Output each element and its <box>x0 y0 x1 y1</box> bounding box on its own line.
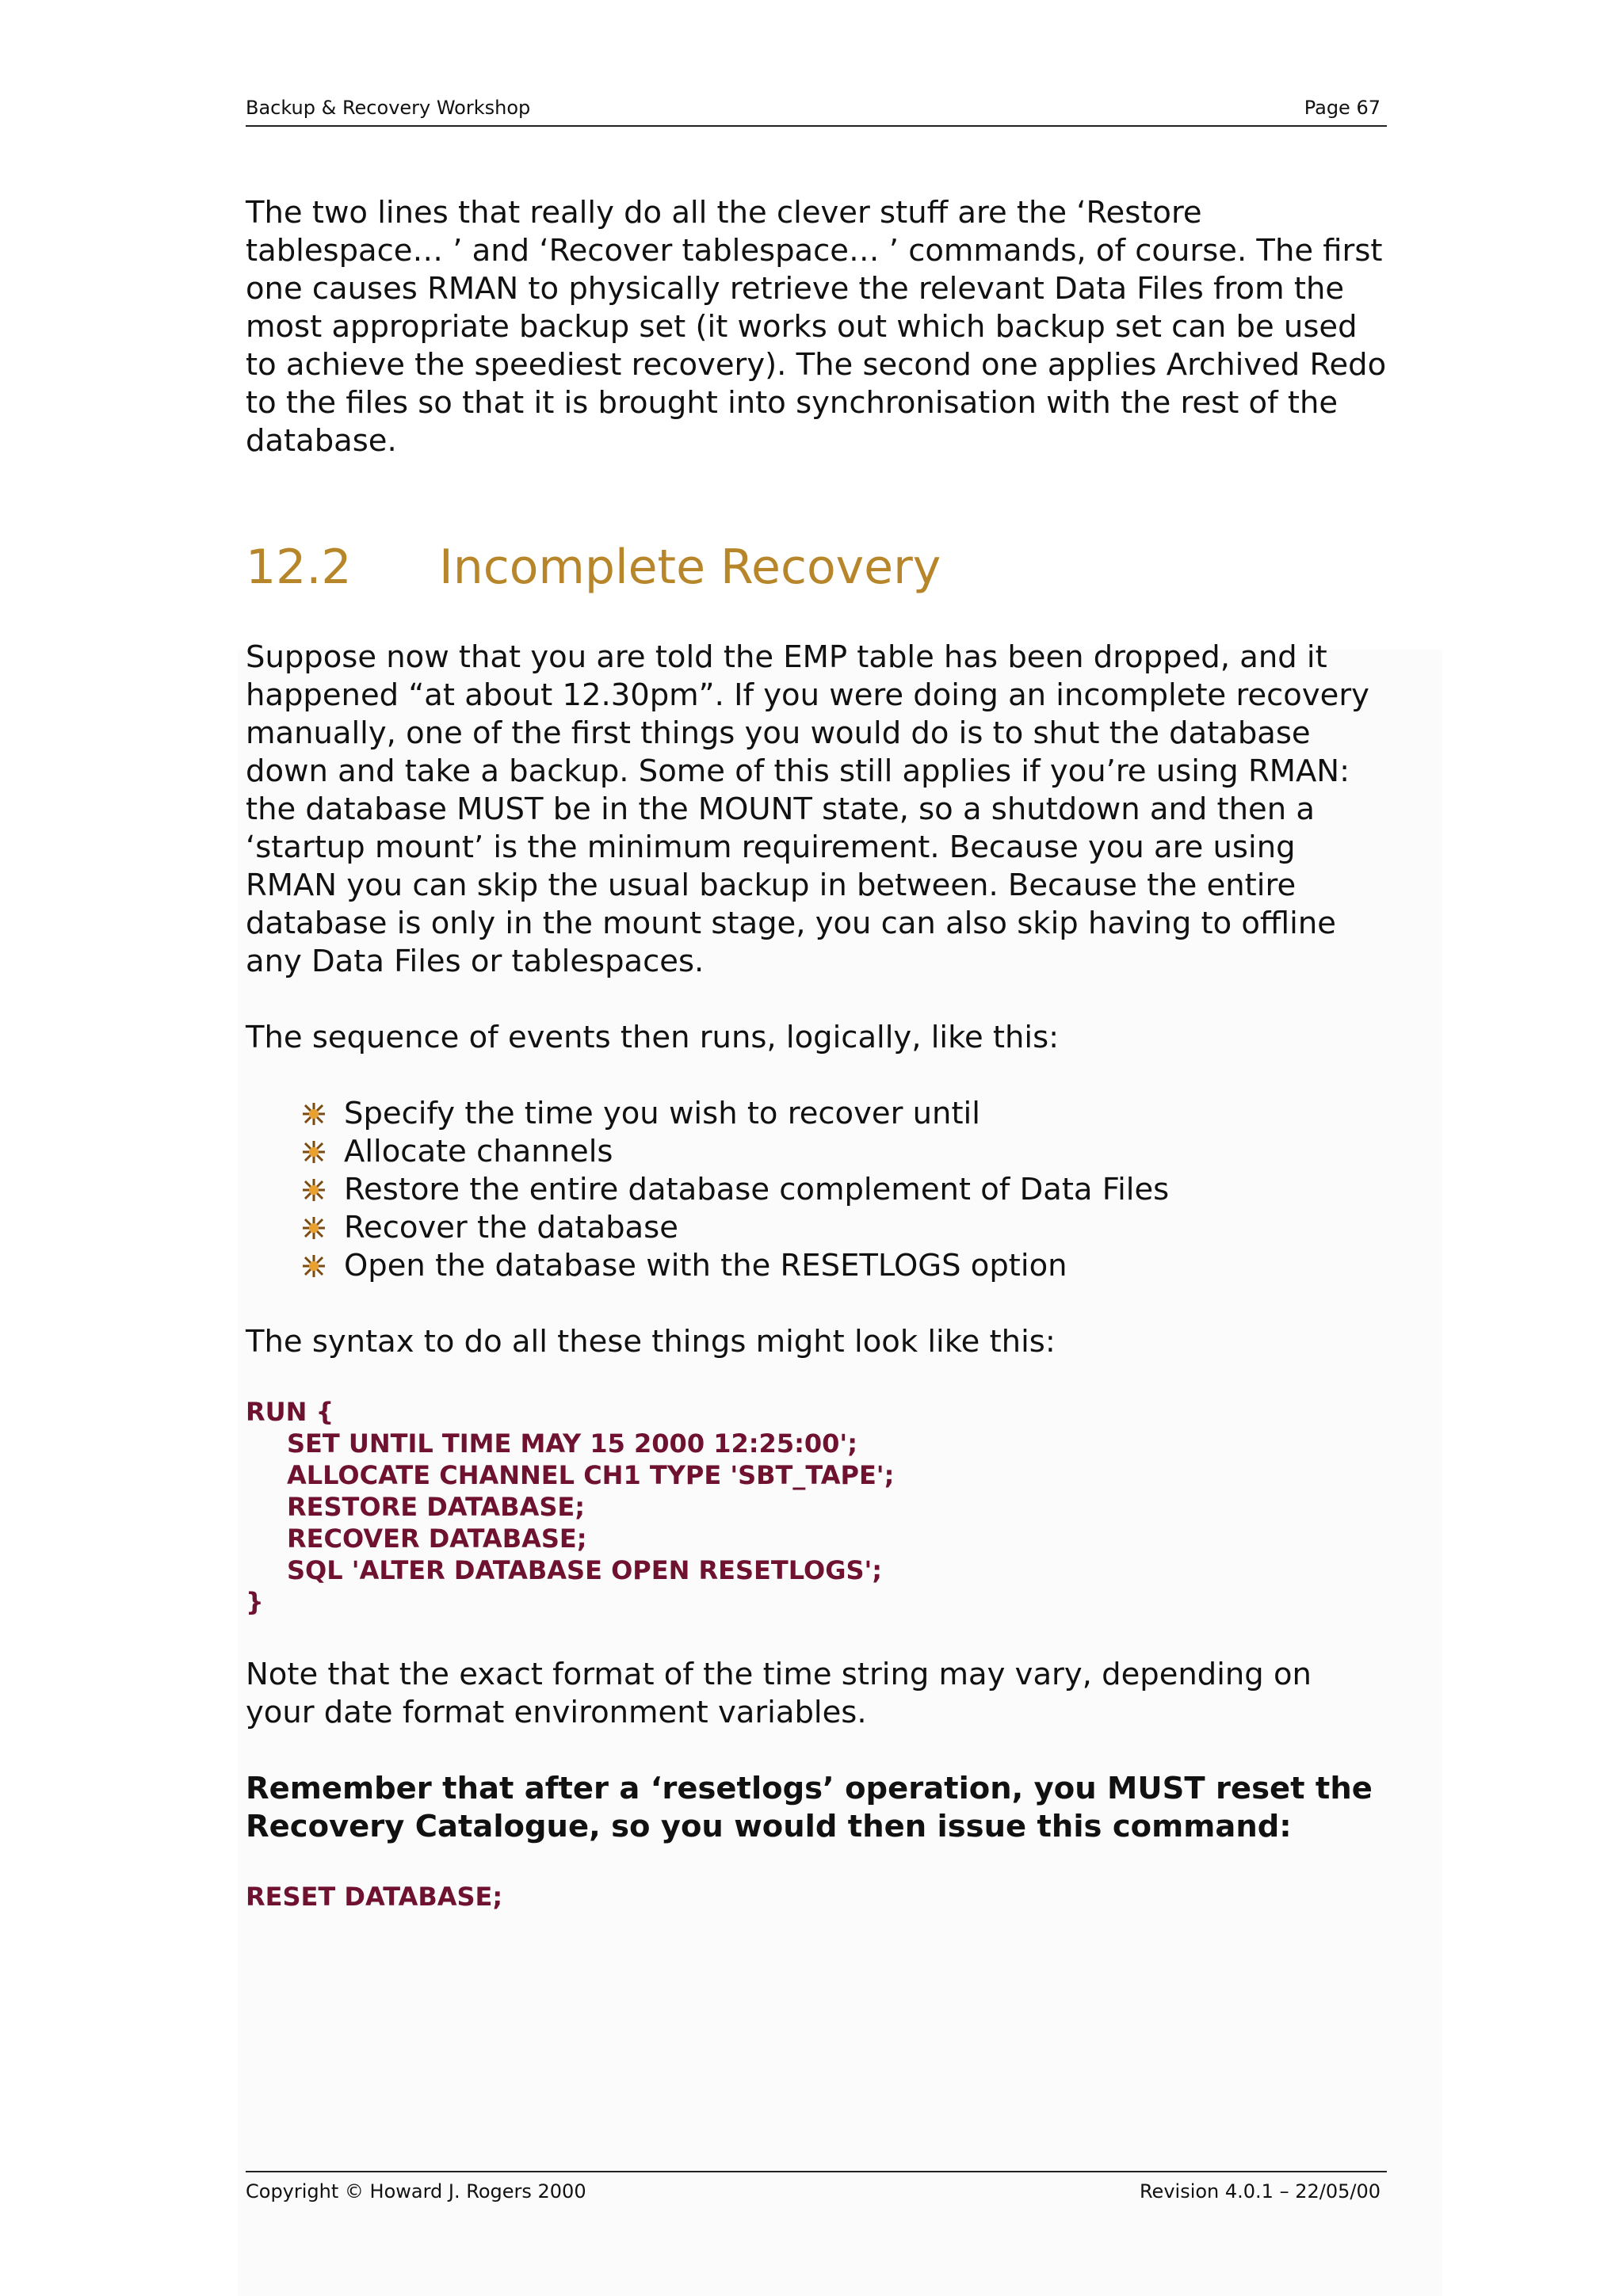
intro-paragraph: The two lines that really do all the clever stuff are the ‘Restore tablespace… ’ and ‘Recover tablespace… ’ commands, of course. The first one causes RMAN to physically retrieve the relevant Data Files from the most appropriate backup set (it works out which backup set can be used to achieve the speediest recovery). The second one applies Archived Redo to the files so that it is brought into synchronisation with the rest of the database. <box>246 195 1387 459</box>
code-line: RUN { <box>246 1397 334 1427</box>
section-number: 12.2 <box>246 540 352 595</box>
list-item-text: Open the database with the RESETLOGS option <box>344 1248 1067 1283</box>
list-item <box>293 1171 1387 1209</box>
steps-list <box>293 1095 1387 1285</box>
page-header <box>246 95 1387 127</box>
starburst-bullet-icon <box>300 1177 328 1203</box>
section-heading <box>246 536 1387 599</box>
list-item <box>293 1133 1387 1171</box>
code-line: RECOVER DATABASE; <box>287 1524 587 1554</box>
code-line: ALLOCATE CHANNEL CH1 TYPE 'SBT_TAPE'; <box>287 1460 895 1490</box>
list-item-text: Restore the entire database complement of Data Files <box>344 1172 1170 1207</box>
syntax-intro-paragraph: The syntax to do all these things might look like this: <box>246 1324 1056 1360</box>
section-title: Incomplete Recovery <box>439 540 941 595</box>
code-line: SQL 'ALTER DATABASE OPEN RESETLOGS'; <box>287 1555 883 1585</box>
starburst-bullet-icon <box>300 1101 328 1127</box>
code-line: } <box>246 1587 264 1617</box>
page-content <box>246 194 1387 1913</box>
list-item <box>293 1095 1387 1133</box>
starburst-bullet-icon <box>300 1139 328 1165</box>
sequence-intro-paragraph: The sequence of events then runs, logically, like this: <box>246 1020 1060 1055</box>
header-page-number: Page 67 <box>1304 97 1381 119</box>
code-line: SET UNTIL TIME MAY 15 2000 12:25:00'; <box>287 1428 857 1459</box>
rman-code-block <box>246 1396 1387 1618</box>
starburst-bullet-icon <box>300 1253 328 1279</box>
list-item-text: Allocate channels <box>344 1134 613 1169</box>
footer-revision: Revision 4.0.1 – 22/05/00 <box>1139 2180 1381 2203</box>
starburst-bullet-icon <box>300 1215 328 1241</box>
note-paragraph: Note that the exact format of the time string may vary, depending on your date format environment variables. <box>246 1657 1312 1730</box>
footer-copyright: Copyright © Howard J. Rogers 2000 <box>246 2180 586 2203</box>
scenario-paragraph: Suppose now that you are told the EMP table has been dropped, and it happened “at about 12.30pm”. If you were doing an incomplete recovery manually, one of the first things you would do is to shut the database down and take a backup. Some of this still applies if you’re using RMAN: the database MUST be in the MOUNT state, so a shutdown and then a ‘startup mount’ is the minimum requirement. Because you are using RMAN you can skip the usual backup in between. Because the entire database is only in the mount stage, you can also skip having to offline any Data Files or tablespaces. <box>246 639 1369 979</box>
list-item-text: Specify the time you wish to recover until <box>344 1096 980 1131</box>
code-line: RESTORE DATABASE; <box>287 1492 586 1522</box>
reset-catalogue-paragraph: Remember that after a ‘resetlogs’ operation, you MUST reset the Recovery Catalogue, so you would then issue this command: <box>246 1771 1373 1844</box>
reset-code-block <box>246 1881 1387 1913</box>
list-item <box>293 1247 1387 1285</box>
list-item-text: Recover the database <box>344 1210 678 1245</box>
header-title: Backup & Recovery Workshop <box>246 97 531 119</box>
code-line: RESET DATABASE; <box>246 1882 503 1912</box>
page-footer <box>246 2171 1387 2203</box>
list-item <box>293 1209 1387 1247</box>
